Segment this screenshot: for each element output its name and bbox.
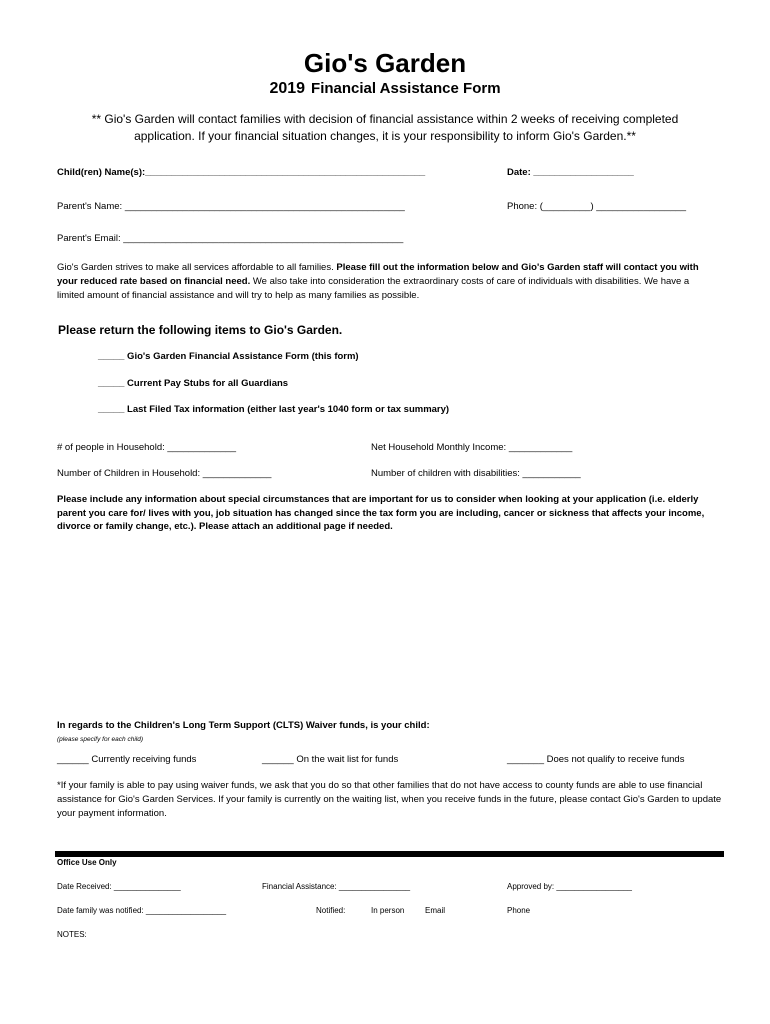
phone-field[interactable]: Phone: (_________) _________________ [507, 201, 687, 212]
parents-name-field[interactable]: Parent's Name: _____________________________________________________ [57, 201, 405, 212]
clts-question: In regards to the Children's Long Term Support (CLTS) Waiver funds, is your child: [57, 720, 430, 731]
date-received-field[interactable]: Date Received: _______________ [57, 882, 181, 891]
intro-text-1: Gio's Garden strives to make all services affordable to all families. [57, 262, 337, 273]
waiver-paragraph: *If your family is able to pay using waiver funds, we ask that you do so that other families that do not have access to county funds are able to use financial assistance for Gio's Garden Services. If your family is currently on the waiting list, when you receive funds in the future, please contact Gio's Garden to update your payment information. [57, 780, 722, 819]
children-disabilities-field[interactable]: Number of children with disabilities: ___________ [371, 468, 581, 479]
special-circumstances-text: Please include any information about special circumstances that are important for us to consider when looking at your application (i.e. elderly parent you care for/ lives with you, job situation has changed since the tax form you are including, cancer or sickness that affects your income, divorce or family change, etc.). Please attach an additional page if needed. [57, 494, 705, 532]
return-items-heading: Please return the following items to Gio's Garden. [58, 323, 343, 337]
notes-label: NOTES: [57, 930, 87, 939]
household-people-field[interactable]: # of people in Household: _____________ [57, 442, 237, 453]
clts-option-receiving[interactable]: ______ Currently receiving funds [57, 754, 197, 765]
date-field[interactable]: Date: ___________________ [507, 167, 634, 178]
notice-text: ** Gio's Garden will contact families with decision of financial assistance within 2 weeks of receiving completed application. If your financial situation changes, it is your responsibility to inform Gio's Garden.** [91, 112, 679, 143]
form-title: Gio's Garden [303, 48, 467, 78]
approved-by-field[interactable]: Approved by: _________________ [507, 882, 632, 891]
intro-text-3: We also take into consideration the extraordinary costs of care of individuals with disabilities. We have a limited amount of financial assistance and will try to help as many families as possible. [57, 276, 690, 301]
clts-option-not-qualify[interactable]: _______ Does not qualify to receive funds [507, 754, 685, 765]
date-notified-field[interactable]: Date family was notified: __________________ [57, 906, 227, 915]
parents-email-field[interactable]: Parent's Email: _____________________________________________________ [57, 233, 404, 244]
return-item-form[interactable]: _____ Gio's Garden Financial Assistance Form (this form) [98, 351, 359, 362]
household-children-field[interactable]: Number of Children in Household: _____________ [57, 468, 272, 479]
children-names-field[interactable]: Child(ren) Name(s):_____________________________________________________ [57, 167, 426, 178]
form-subtitle [0, 80, 770, 98]
form-subtitle-text: Financial Assistance Form [311, 80, 501, 97]
notified-in-person[interactable]: In person [371, 906, 405, 915]
return-item-pay-stubs[interactable]: _____ Current Pay Stubs for all Guardians [98, 378, 289, 389]
office-divider [55, 851, 724, 857]
household-income-field[interactable]: Net Household Monthly Income: ____________ [371, 442, 573, 453]
intro-text-bold: Please fill out the information below and Gio's Garden staff will contact you with your reduced rate based on financial need. [57, 262, 699, 287]
financial-assistance-field[interactable]: Financial Assistance: ________________ [262, 882, 411, 891]
notified-email[interactable]: Email [425, 906, 446, 915]
return-item-tax-info[interactable]: _____ Last Filed Tax information (either last year's 1040 form or tax summary) [98, 404, 450, 415]
office-use-title: Office Use Only [57, 858, 117, 867]
notified-label: Notified: [316, 906, 346, 915]
notified-phone[interactable]: Phone [507, 906, 531, 915]
intro-paragraph [57, 261, 717, 303]
clts-option-wait-list[interactable]: ______ On the wait list for funds [262, 754, 399, 765]
clts-note: (please specify for each child) [57, 736, 143, 743]
form-year: 2019 [269, 80, 306, 97]
